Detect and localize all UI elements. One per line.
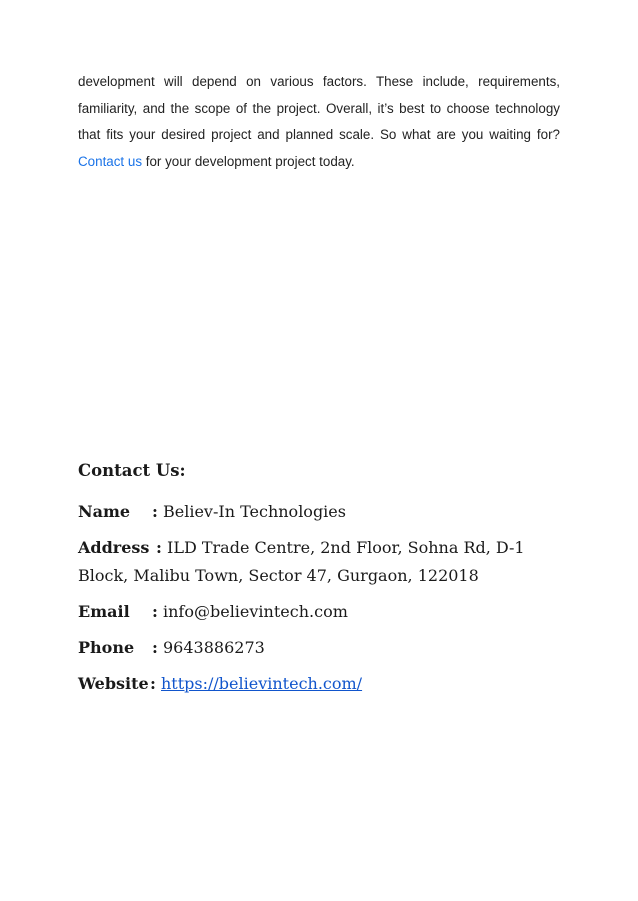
website-separator: : [150,674,156,693]
phone-separator: : [152,638,158,657]
website-link[interactable]: https://believintech.com/ [161,674,363,693]
intro-text-after-link: for your development project today. [142,153,355,169]
name-value: Believ-In Technologies [163,502,346,521]
name-label: Name [78,502,131,521]
intro-paragraph [78,69,560,175]
email-label: Email [78,602,130,621]
address-label: Address [78,538,150,557]
intro-text-before-link: development will depend on various factors. These include, requirements, familiarity, and the scope of the project. Overall, it’s best to choose technology that fits your desired project and planned scale. So what are you waiting for? [78,74,560,142]
contact-website-row [78,670,560,698]
phone-value: 9643886273 [163,638,265,657]
name-separator: : [152,502,158,521]
address-value: ILD Trade Centre, 2nd Floor, Sohna Rd, D-1 Block, Malibu Town, Sector 47, Gurgaon, 122018 [78,538,525,585]
contact-us-link[interactable]: Contact us [78,153,143,169]
phone-label: Phone [78,638,135,657]
email-separator: : [152,602,158,621]
contact-address-row [78,534,560,590]
contact-email-row [78,598,560,626]
email-value: info@believintech.com [163,602,348,621]
address-separator: : [156,538,162,557]
website-label: Website [78,674,149,693]
contact-section [78,458,560,706]
contact-phone-row [78,634,560,662]
contact-name-row [78,498,560,526]
contact-title: Contact Us: [78,461,186,480]
